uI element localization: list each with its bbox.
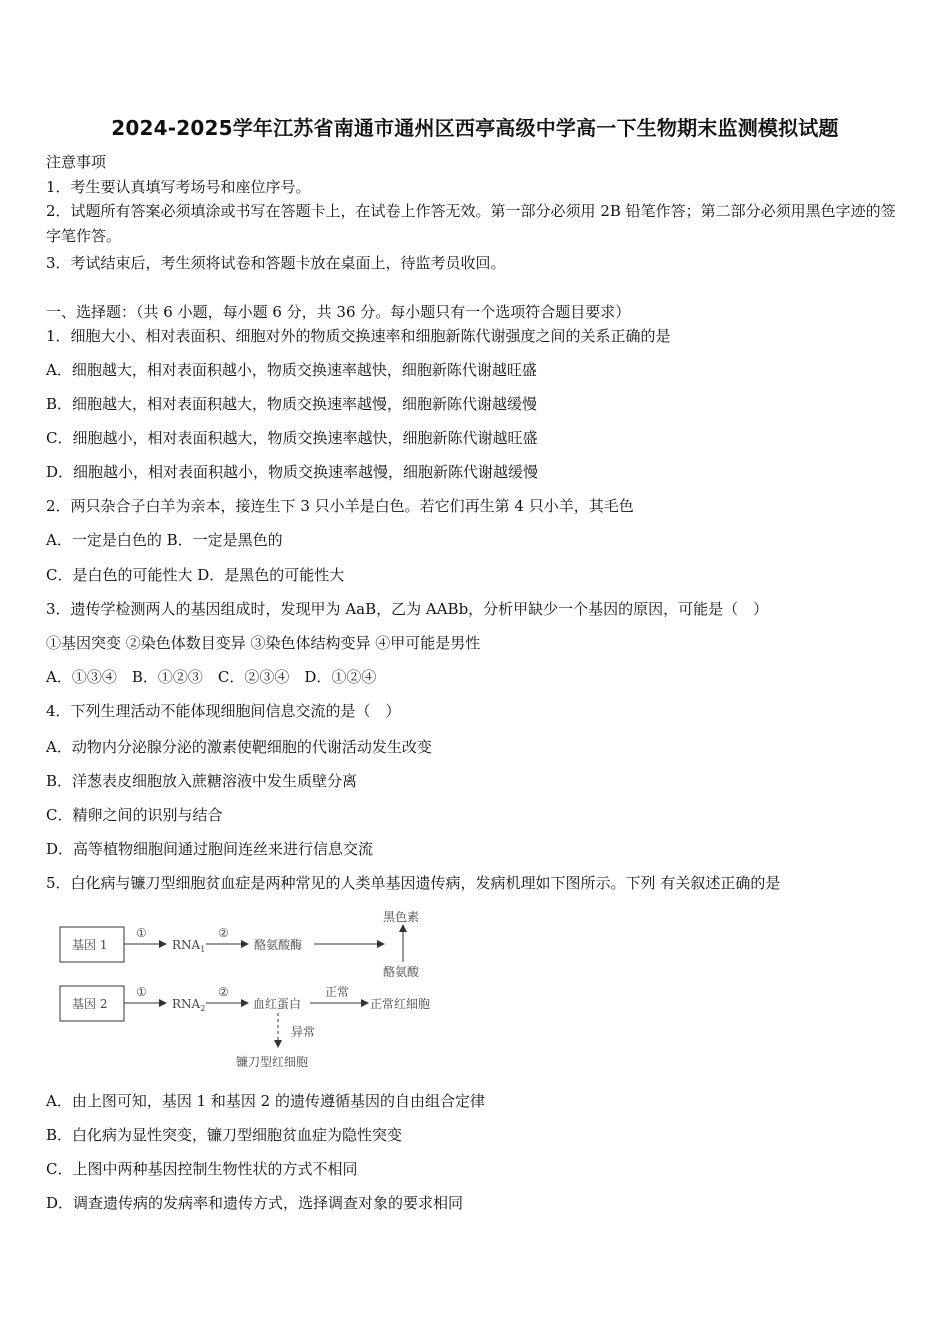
rna1-subscript: 1 <box>200 945 206 954</box>
notice-item-2: 2．试题所有答案必须填涂或书写在答题卡上，在试卷上作答无效。第一部分必须用 2B 铅笔作答；第二部分必须用黑色字迹的签字笔作答。 <box>46 202 896 245</box>
tyrosine-label: 酪氨酸 <box>383 965 420 979</box>
step1-label-bottom: ① <box>136 985 147 999</box>
question-5-stem: 5．白化病与镰刀型细胞贫血症是两种常见的人类单基因遗传病，发病机理如下图所示。下列 有关叙述正确的是 <box>46 874 781 892</box>
question-3-options: A．①③④ B．①②③ C．②③④ D．①②④ <box>46 668 377 686</box>
notice-item-3: 3．考试结束后，考生须将试卷和答题卡放在桌面上，待监考员收回。 <box>46 254 506 272</box>
question-1-option-c: C．细胞越小，相对表面积越大，物质交换速率越快，细胞新陈代谢越旺盛 <box>46 429 538 447</box>
melanin-label: 黑色素 <box>383 910 420 924</box>
question-5-option-d: D．调查遗传病的发病率和遗传方式，选择调查对象的要求相同 <box>46 1194 464 1212</box>
svg-text:RNA1 <box>172 938 205 954</box>
question-1-option-a: A．细胞越大，相对表面积越小，物质交换速率越快，细胞新陈代谢越旺盛 <box>46 361 537 379</box>
rna2-label: RNA <box>172 997 201 1011</box>
abnormal-label: 异常 <box>291 1025 316 1039</box>
question-1-stem: 1．细胞大小、相对表面积、细胞对外的物质交换速率和细胞新陈代谢强度之间的关系正确的是 <box>46 327 671 345</box>
gene2-label: 基因 2 <box>72 997 108 1011</box>
question-5-option-c: C．上图中两种基因控制生物性状的方式不相同 <box>46 1160 358 1178</box>
step2-label-top: ② <box>218 926 229 940</box>
sickle-rbc-label: 镰刀型红细胞 <box>236 1055 309 1069</box>
question-4-option-d: D．高等植物细胞间通过胞间连丝来进行信息交流 <box>46 840 374 858</box>
gene-expression-diagram <box>46 905 466 1080</box>
question-4-option-c: C．精卵之间的识别与结合 <box>46 806 223 824</box>
question-1-option-b: B．细胞越大，相对表面积越大，物质交换速率越慢，细胞新陈代谢越缓慢 <box>46 395 538 413</box>
page-title: 2024-2025学年江苏省南通市通州区西亭高级中学高一下生物期末监测模拟试题 <box>111 116 839 140</box>
question-4-option-b: B．洋葱表皮细胞放入蔗糖溶液中发生质壁分离 <box>46 772 358 790</box>
question-3-choices: ①基因突变 ②染色体数目变异 ③染色体结构变异 ④甲可能是男性 <box>46 634 481 652</box>
svg-text:RNA2 <box>172 997 205 1013</box>
question-1-option-d: D．细胞越小，相对表面积越小，物质交换速率越慢，细胞新陈代谢越缓慢 <box>46 463 539 481</box>
enzyme-label: 酪氨酸酶 <box>254 938 303 952</box>
question-2-stem: 2．两只杂合子白羊为亲本，接连生下 3 只小羊是白色。若它们再生第 4 只小羊，其毛色 <box>46 497 634 515</box>
normal-label: 正常 <box>325 985 350 999</box>
question-4-option-a: A．动物内分泌腺分泌的激素使靶细胞的代谢活动发生改变 <box>46 738 432 756</box>
question-4-stem: 4．下列生理活动不能体现细胞间信息交流的是（ ） <box>46 702 401 720</box>
step2-label-bottom: ② <box>218 985 229 999</box>
section-heading: 一、选择题：（共 6 小题，每小题 6 分，共 36 分。每小题只有一个选项符合题目要求） <box>46 303 631 321</box>
question-5-option-b: B．白化病为显性突变，镰刀型细胞贫血症为隐性突变 <box>46 1126 403 1144</box>
question-2-options-ab: A．一定是白色的 B．一定是黑色的 <box>46 531 283 549</box>
rna2-subscript: 2 <box>200 1004 206 1013</box>
normal-rbc-label: 正常红细胞 <box>370 997 431 1011</box>
notice-item-1: 1．考生要认真填写考场号和座位序号。 <box>46 178 311 196</box>
question-2-options-cd: C．是白色的可能性大 D．是黑色的可能性大 <box>46 566 345 584</box>
gene1-label: 基因 1 <box>72 938 108 952</box>
hemoglobin-label: 血红蛋白 <box>253 997 302 1011</box>
question-3-stem: 3．遗传学检测两人的基因组成时，发现甲为 AaB，乙为 AABb，分析甲缺少一个基因的原因，可能是（ ） <box>46 600 769 618</box>
step1-label-top: ① <box>136 926 147 940</box>
question-5-option-a: A．由上图可知，基因 1 和基因 2 的遗传遵循基因的自由组合定律 <box>46 1092 485 1110</box>
notice-heading: 注意事项 <box>46 153 107 171</box>
rna1-label: RNA <box>172 938 201 952</box>
